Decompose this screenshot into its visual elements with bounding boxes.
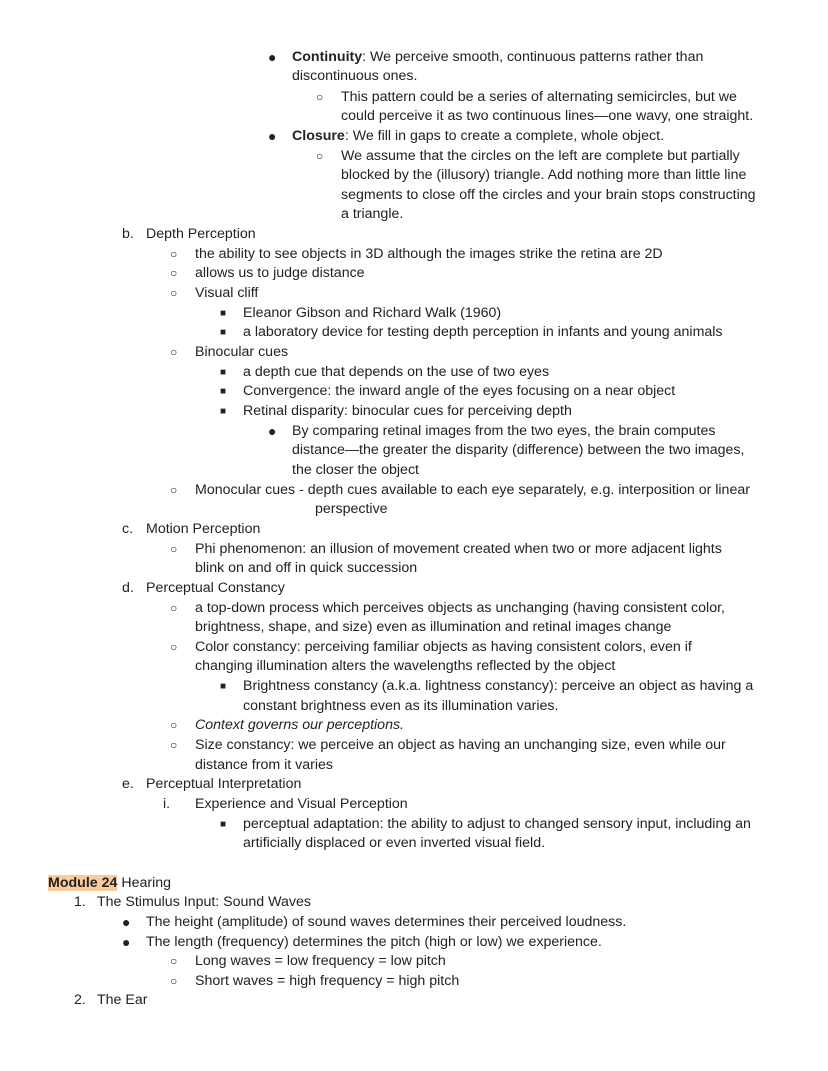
constancy-item-4a: Size constancy: we perceive an object as having an unchanging size, even while our: [195, 737, 726, 753]
retinal-disparity-2: distance—the greater the disparity (difference) between the two images,: [292, 442, 745, 458]
bullet-circle: ○: [170, 954, 178, 968]
binocular-3: Retinal disparity: binocular cues for perceiving depth: [243, 403, 572, 419]
bullet-disc: ●: [122, 934, 131, 950]
bullet-square: ■: [220, 819, 227, 830]
closure-sub-4: a triangle.: [341, 206, 404, 222]
continuity-cont: discontinuous ones.: [292, 68, 418, 84]
closure-sub-1: We assume that the circles on the left are complete but partially: [341, 148, 740, 164]
retinal-disparity-3: the closer the object: [292, 462, 419, 478]
depth-item-1: the ability to see objects in 3D although the images strike the retina are 2D: [195, 246, 663, 262]
continuity-text: : We perceive smooth, continuous patterns rather than: [362, 49, 704, 65]
interp-sub-title: Experience and Visual Perception: [195, 796, 408, 812]
depth-item-5a: Monocular cues - depth cues available to each eye separately, e.g. interposition or linear: [195, 482, 750, 498]
bullet-disc: ●: [268, 49, 277, 65]
constancy-item-2a: Color constancy: perceiving familiar objects as having consistent colors, even if: [195, 639, 692, 655]
bullet-circle: ○: [170, 718, 178, 732]
hearing-topic-1: The Stimulus Input: Sound Waves: [97, 894, 311, 910]
bullet-circle: ○: [170, 974, 178, 988]
bullet-square: ■: [220, 681, 227, 692]
closure-line: [292, 127, 664, 146]
module-title: Hearing: [117, 875, 172, 891]
brightness-1: Brightness constancy (a.k.a. lightness constancy): perceive an object as having a: [243, 678, 754, 694]
list-marker: i.: [163, 796, 171, 812]
bullet-circle: ○: [170, 601, 178, 615]
constancy-item-2b: changing illumination alters the wavelengths reflected by the object: [195, 658, 616, 674]
bullet-circle: ○: [170, 266, 178, 280]
list-marker: b.: [122, 226, 134, 242]
continuity-term: Continuity: [292, 49, 363, 65]
depth-item-5b: perspective: [315, 501, 388, 517]
adaptation-2: artificially displaced or even inverted visual field.: [243, 835, 546, 851]
constancy-item-1a: a top-down process which perceives objects as unchanging (having consistent color,: [195, 600, 725, 616]
list-marker: 2.: [74, 992, 86, 1008]
bullet-circle: ○: [170, 286, 178, 300]
binocular-1: a depth cue that depends on the use of two eyes: [243, 364, 550, 380]
bullet-circle: ○: [170, 483, 178, 497]
bullet-square: ■: [220, 327, 227, 338]
bullet-square: ■: [220, 386, 227, 397]
bullet-circle: ○: [170, 640, 178, 654]
constancy-item-1b: brightness, shape, and size) even as illumination and retinal images change: [195, 619, 672, 635]
hearing-topic-2: The Ear: [97, 992, 148, 1008]
bullet-disc: ●: [122, 914, 131, 930]
bullet-square: ■: [220, 367, 227, 378]
list-marker: 1.: [74, 894, 86, 910]
constancy-item-3: Context governs our perceptions.: [195, 717, 404, 733]
retinal-disparity-1: By comparing retinal images from the two eyes, the brain computes: [292, 423, 716, 439]
closure-sub-3: segments to close off the circles and your brain stops constructing: [341, 187, 756, 203]
bullet-disc: ●: [268, 128, 277, 144]
bullet-circle: ○: [316, 90, 324, 104]
continuity-sub-1: This pattern could be a series of alternating semicircles, but we: [341, 89, 737, 105]
interp-title: Perceptual Interpretation: [146, 776, 302, 792]
bullet-circle: ○: [170, 738, 178, 752]
hearing-bullet-1: The height (amplitude) of sound waves determines their perceived loudness.: [146, 914, 627, 930]
visual-cliff-1: Eleanor Gibson and Richard Walk (1960): [243, 305, 502, 321]
list-marker: c.: [122, 521, 134, 537]
brightness-2: constant brightness even as its illumination varies.: [243, 698, 559, 714]
bullet-disc: ●: [268, 423, 277, 439]
motion-item-1a: Phi phenomenon: an illusion of movement created when two or more adjacent lights: [195, 541, 722, 557]
motion-title: Motion Perception: [146, 521, 261, 537]
motion-item-1b: blink on and off in quick succession: [195, 560, 418, 576]
bullet-square: ■: [220, 406, 227, 417]
closure-term: Closure: [292, 128, 345, 144]
constancy-item-4b: distance from it varies: [195, 757, 333, 773]
hearing-sub-2: Short waves = high frequency = high pitch: [195, 973, 460, 989]
closure-text: : We fill in gaps to create a complete, whole object.: [344, 128, 664, 144]
module-heading: [48, 874, 171, 893]
constancy-title: Perceptual Constancy: [146, 580, 285, 596]
depth-item-3: Visual cliff: [195, 285, 259, 301]
depth-item-2: allows us to judge distance: [195, 265, 365, 281]
continuity-line: [292, 48, 703, 67]
bullet-square: ■: [220, 308, 227, 319]
binocular-2: Convergence: the inward angle of the eyes focusing on a near object: [243, 383, 676, 399]
hearing-bullet-2: The length (frequency) determines the pitch (high or low) we experience.: [146, 934, 602, 950]
adaptation-1: perceptual adaptation: the ability to adjust to changed sensory input, including an: [243, 816, 751, 832]
continuity-sub-2: could perceive it as two continuous lines—one wavy, one straight.: [341, 108, 754, 124]
bullet-circle: ○: [170, 345, 178, 359]
list-marker: e.: [122, 776, 134, 792]
visual-cliff-2: a laboratory device for testing depth perception in infants and young animals: [243, 324, 723, 340]
module-label: Module 24: [48, 875, 118, 891]
closure-sub-2: blocked by the (illusory) triangle. Add nothing more than little line: [341, 167, 747, 183]
depth-title: Depth Perception: [146, 226, 256, 242]
bullet-circle: ○: [170, 542, 178, 556]
bullet-circle: ○: [316, 149, 324, 163]
depth-item-4: Binocular cues: [195, 344, 289, 360]
list-marker: d.: [122, 580, 134, 596]
bullet-circle: ○: [170, 247, 178, 261]
hearing-sub-1: Long waves = low frequency = low pitch: [195, 953, 446, 969]
